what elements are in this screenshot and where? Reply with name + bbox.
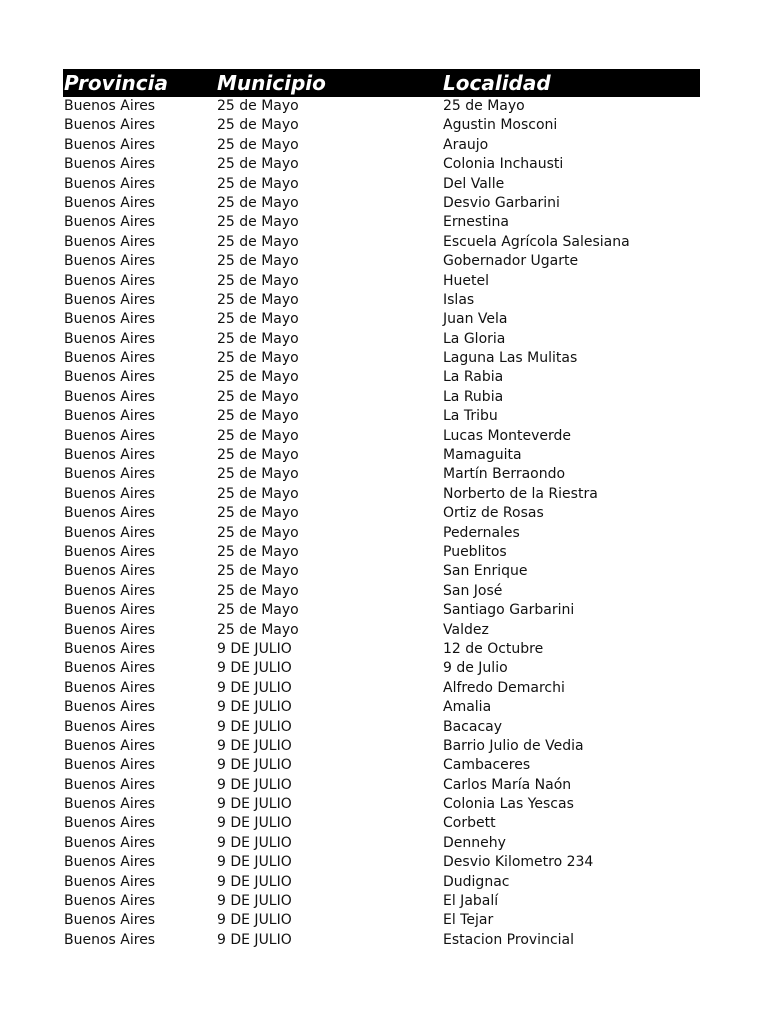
table-row [63,504,700,523]
cell-localidad: Juan Vela [443,311,508,328]
cell-municipio: 9 DE JULIO [217,660,292,677]
cell-provincia: Buenos Aires [64,854,156,871]
cell-localidad: Colonia Inchausti [443,156,564,173]
cell-provincia: Buenos Aires [64,931,156,948]
cell-municipio: 9 DE JULIO [217,699,292,716]
cell-municipio: 25 de Mayo [217,98,299,114]
cell-provincia: Buenos Aires [64,291,156,308]
table-row [63,814,700,833]
table-row [63,931,700,950]
localities-table [63,69,700,950]
table-row [63,233,700,252]
cell-municipio: 9 DE JULIO [217,854,292,871]
cell-localidad: El Jabalí [443,893,499,910]
table-row [63,601,700,620]
cell-provincia: Buenos Aires [64,233,156,250]
cell-localidad: Ortiz de Rosas [443,505,544,522]
table-row [63,562,700,581]
cell-localidad: Pueblitos [443,543,507,560]
table-row [63,194,700,213]
cell-provincia: Buenos Aires [64,175,156,192]
table-row [63,737,700,756]
table-row [63,892,700,911]
cell-municipio: 25 de Mayo [217,621,299,638]
cell-provincia: Buenos Aires [64,330,156,347]
cell-provincia: Buenos Aires [64,563,156,580]
cell-localidad: Cambaceres [443,757,531,774]
cell-provincia: Buenos Aires [64,156,156,173]
cell-municipio: 9 DE JULIO [217,640,292,657]
table-row [63,718,700,737]
cell-provincia: Buenos Aires [64,679,156,696]
cell-provincia: Buenos Aires [64,757,156,774]
cell-provincia: Buenos Aires [64,718,156,735]
table-row [63,330,700,349]
table-row [63,272,700,291]
cell-municipio: 25 de Mayo [217,369,299,386]
cell-provincia: Buenos Aires [64,776,156,793]
cell-municipio: 25 de Mayo [217,427,299,444]
table-row [63,446,700,465]
cell-municipio: 25 de Mayo [217,388,299,405]
cell-localidad: Colonia Las Yescas [443,796,574,813]
cell-localidad: Ernestina [443,214,509,231]
table-row [63,97,700,116]
cell-provincia: Buenos Aires [64,660,156,677]
table-row [63,911,700,930]
cell-municipio: 25 de Mayo [217,582,299,599]
cell-municipio: 25 de Mayo [217,408,299,425]
table-row [63,465,700,484]
table-row [63,291,700,310]
cell-localidad: Santiago Garbarini [443,602,575,619]
table-row [63,621,700,640]
table-row [63,659,700,678]
cell-municipio: 25 de Mayo [217,330,299,347]
cell-localidad: La Rubia [443,388,504,405]
cell-localidad: Laguna Las Mulitas [443,350,578,367]
cell-provincia: Buenos Aires [64,796,156,813]
cell-municipio: 25 de Mayo [217,485,299,502]
table-row [63,427,700,446]
cell-municipio: 25 de Mayo [217,466,299,483]
cell-provincia: Buenos Aires [64,699,156,716]
table-row [63,873,700,892]
header-provincia: Provincia [64,71,168,95]
cell-provincia: Buenos Aires [64,369,156,386]
cell-localidad: Norberto de la Riestra [443,485,598,502]
cell-provincia: Buenos Aires [64,447,156,464]
cell-localidad: Araujo [443,136,489,153]
cell-localidad: La Rabia [443,369,504,386]
cell-provincia: Buenos Aires [64,272,156,289]
cell-provincia: Buenos Aires [64,640,156,657]
table-row [63,252,700,271]
cell-provincia: Buenos Aires [64,737,156,754]
cell-provincia: Buenos Aires [64,408,156,425]
cell-localidad: 12 de Octubre [443,640,544,657]
table-row [63,776,700,795]
cell-localidad: Escuela Agrícola Salesiana [443,233,630,250]
table-row [63,175,700,194]
cell-localidad: San José [443,582,503,599]
table-row [63,136,700,155]
cell-localidad: 25 de Mayo [443,98,525,114]
cell-municipio: 9 DE JULIO [217,757,292,774]
table-row [63,485,700,504]
cell-municipio: 9 DE JULIO [217,679,292,696]
table-row [63,155,700,174]
cell-localidad: San Enrique [443,563,528,580]
cell-provincia: Buenos Aires [64,98,156,114]
table-row [63,407,700,426]
cell-municipio: 9 DE JULIO [217,834,292,851]
cell-municipio: 25 de Mayo [217,543,299,560]
cell-municipio: 9 DE JULIO [217,815,292,832]
cell-localidad: Mamaguita [443,447,522,464]
cell-municipio: 25 de Mayo [217,253,299,270]
cell-provincia: Buenos Aires [64,602,156,619]
cell-localidad: Dudignac [443,873,510,890]
cell-provincia: Buenos Aires [64,214,156,231]
table-row [63,388,700,407]
cell-municipio: 25 de Mayo [217,350,299,367]
cell-provincia: Buenos Aires [64,621,156,638]
cell-municipio: 9 DE JULIO [217,931,292,948]
cell-localidad: Corbett [443,815,496,832]
cell-localidad: Islas [443,291,475,308]
cell-localidad: El Tejar [443,912,494,929]
cell-localidad: Estacion Provincial [443,931,574,948]
table-row [63,349,700,368]
cell-provincia: Buenos Aires [64,485,156,502]
table-row [63,795,700,814]
table-row [63,698,700,717]
cell-localidad: Martín Berraondo [443,466,566,483]
cell-localidad: Bacacay [443,718,503,735]
table-row [63,310,700,329]
cell-localidad: Huetel [443,272,490,289]
cell-localidad: La Gloria [443,330,506,347]
cell-provincia: Buenos Aires [64,834,156,851]
cell-localidad: Carlos María Naón [443,776,572,793]
cell-provincia: Buenos Aires [64,136,156,153]
table-row [63,756,700,775]
cell-localidad: Valdez [443,621,489,638]
cell-localidad: Del Valle [443,175,505,192]
header-localidad: Localidad [443,71,551,95]
cell-municipio: 25 de Mayo [217,291,299,308]
table-body [63,97,700,950]
cell-municipio: 9 DE JULIO [217,893,292,910]
cell-municipio: 9 DE JULIO [217,718,292,735]
cell-provincia: Buenos Aires [64,388,156,405]
table-row [63,582,700,601]
table-row [63,368,700,387]
cell-municipio: 25 de Mayo [217,156,299,173]
cell-localidad: Alfredo Demarchi [443,679,565,696]
cell-municipio: 25 de Mayo [217,214,299,231]
cell-municipio: 25 de Mayo [217,602,299,619]
table-row [63,213,700,232]
cell-provincia: Buenos Aires [64,117,156,134]
cell-provincia: Buenos Aires [64,311,156,328]
cell-municipio: 25 de Mayo [217,136,299,153]
cell-localidad: Desvio Garbarini [443,194,560,211]
table-row [63,524,700,543]
cell-municipio: 25 de Mayo [217,447,299,464]
cell-municipio: 25 de Mayo [217,194,299,211]
table-header [63,69,700,97]
cell-localidad: Pedernales [443,524,520,541]
cell-localidad: Lucas Monteverde [443,427,571,444]
cell-municipio: 9 DE JULIO [217,873,292,890]
cell-municipio: 25 de Mayo [217,233,299,250]
cell-provincia: Buenos Aires [64,350,156,367]
cell-provincia: Buenos Aires [64,466,156,483]
cell-localidad: Dennehy [443,834,506,851]
cell-provincia: Buenos Aires [64,505,156,522]
cell-provincia: Buenos Aires [64,815,156,832]
table-row [63,543,700,562]
cell-municipio: 25 de Mayo [217,272,299,289]
cell-provincia: Buenos Aires [64,524,156,541]
cell-municipio: 25 de Mayo [217,175,299,192]
cell-localidad: Agustin Mosconi [443,117,558,134]
cell-localidad: La Tribu [443,408,498,425]
cell-localidad: Amalia [443,699,492,716]
cell-provincia: Buenos Aires [64,582,156,599]
table-row [63,116,700,135]
cell-provincia: Buenos Aires [64,427,156,444]
cell-municipio: 9 DE JULIO [217,737,292,754]
cell-localidad: Gobernador Ugarte [443,253,579,270]
cell-municipio: 25 de Mayo [217,117,299,134]
table-row [63,679,700,698]
cell-provincia: Buenos Aires [64,912,156,929]
cell-municipio: 25 de Mayo [217,311,299,328]
header-municipio: Municipio [217,71,326,95]
table-row [63,834,700,853]
cell-provincia: Buenos Aires [64,893,156,910]
cell-provincia: Buenos Aires [64,873,156,890]
cell-municipio: 25 de Mayo [217,505,299,522]
cell-municipio: 9 DE JULIO [217,912,292,929]
cell-municipio: 25 de Mayo [217,524,299,541]
cell-provincia: Buenos Aires [64,253,156,270]
cell-localidad: 9 de Julio [443,660,508,677]
cell-localidad: Desvio Kilometro 234 [443,854,594,871]
cell-municipio: 25 de Mayo [217,563,299,580]
cell-provincia: Buenos Aires [64,194,156,211]
table-row [63,640,700,659]
cell-municipio: 9 DE JULIO [217,776,292,793]
cell-localidad: Barrio Julio de Vedia [443,737,584,754]
cell-provincia: Buenos Aires [64,543,156,560]
cell-municipio: 9 DE JULIO [217,796,292,813]
table-row [63,853,700,872]
